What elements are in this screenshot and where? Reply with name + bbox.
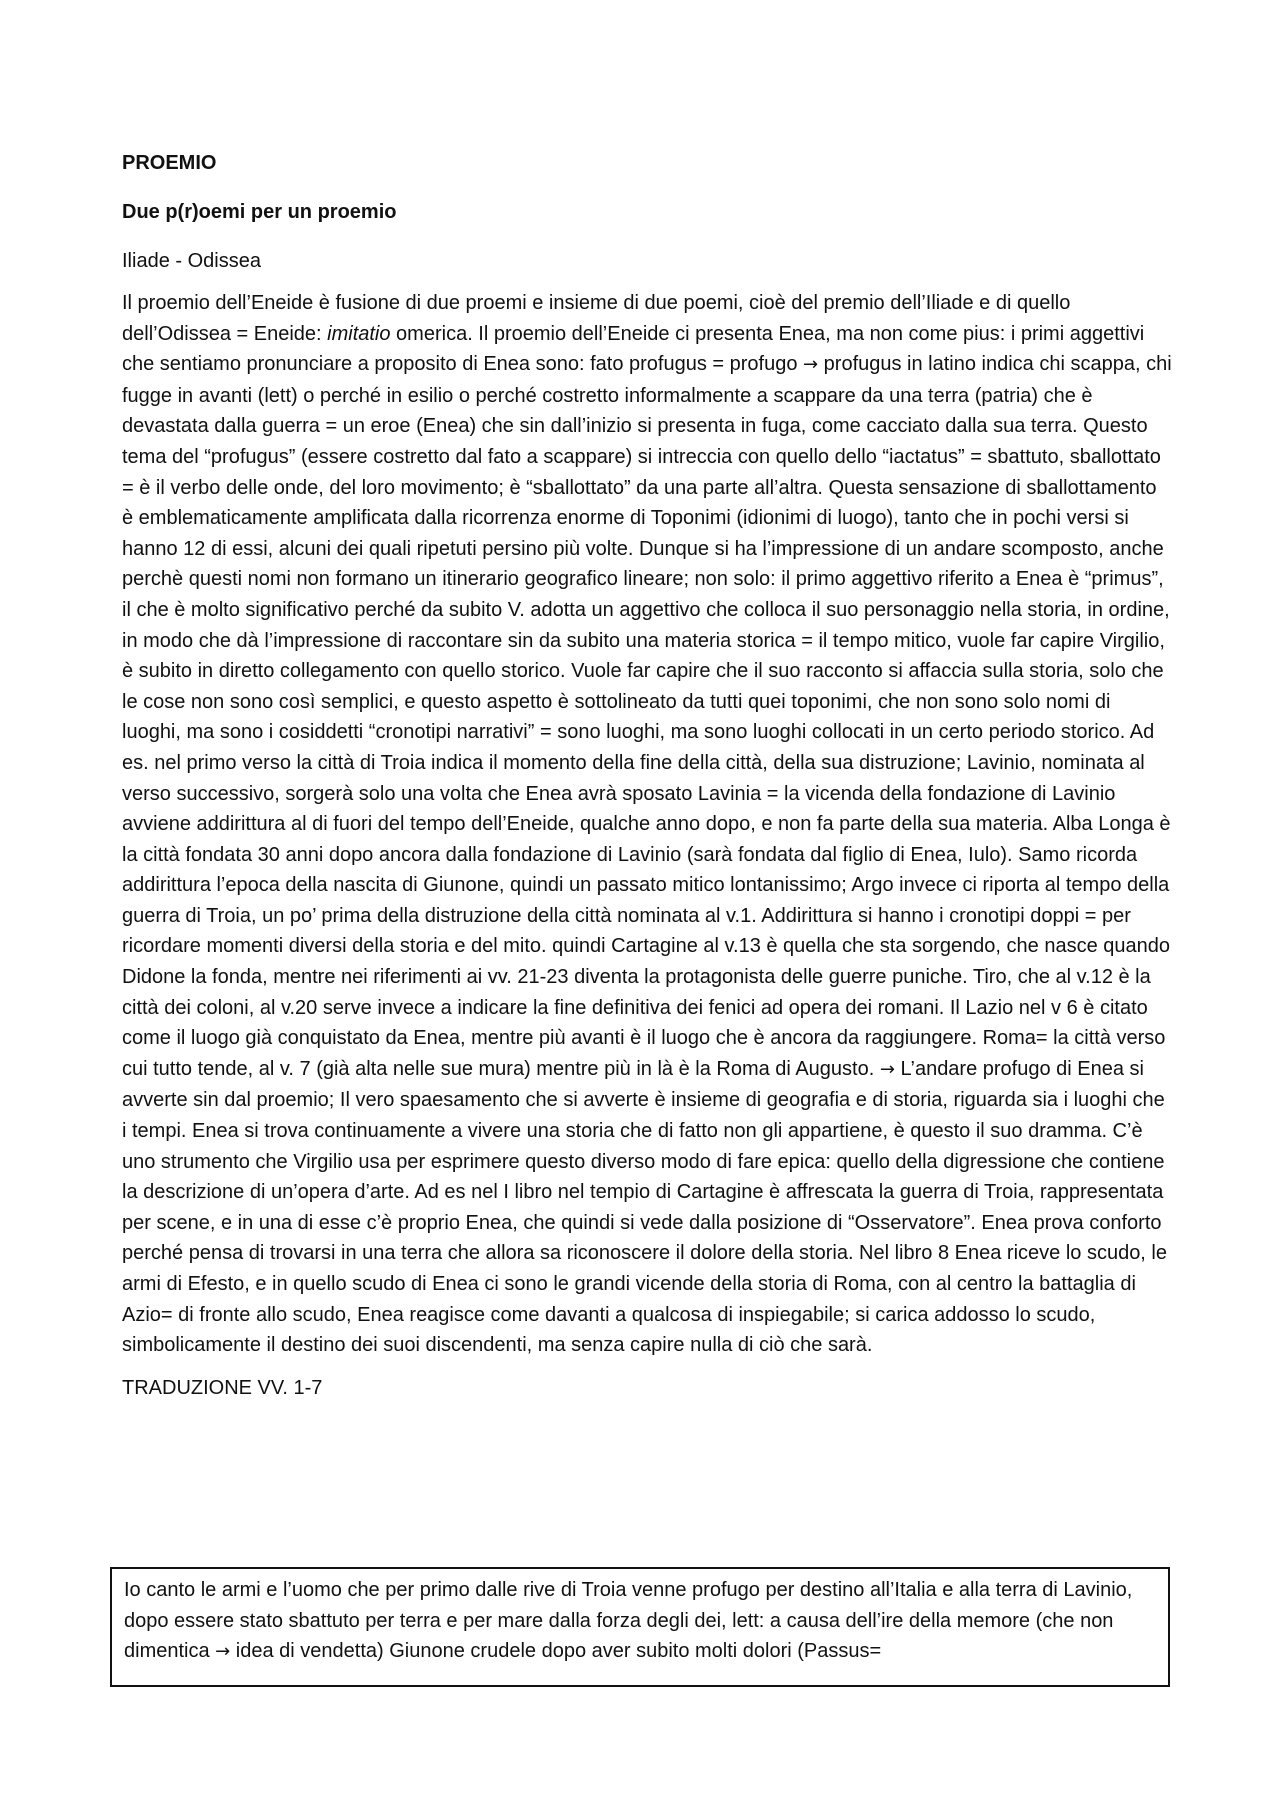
translation-text	[124, 1575, 1158, 1668]
paragraph-text-3: profugus in latino indica chi scappa, chi fugge in avanti (lett) o perché in esilio o perché costretto informalmente a scappare da una terra (patria) che è devastata dalla guerra = un eroe (Enea) che sin dall’inizio si presenta in fuga, come cacciato dalla sua terra. Questo tema del “profugus” (essere costretto dal fato a scappare) si intreccia con quello dello “iactatus” = sbattuto, sballottato = è il verbo delle onde, del loro movimento; è “sballottato” da una parte all’altra. Questa sensazione di sballottamento è emblematicamente amplificata dalla ricorrenza enorme di Toponimi (idionimi di luogo), tanto che in pochi versi si hanno 12 di essi, alcuni dei quali ripetuti persino più volte. Dunque si ha l’impressione di un andare scomposto, anche perchè questi nomi non formano un itinerario geografico lineare; non solo: il primo aggettivo riferito a Enea è “primus”, il che è molto significativo perché da subito V. adotta un aggettivo che colloca il suo personaggio nella storia, in ordine, in modo che dà l’impressione di raccontare sin da subito una materia storica = il tempo mitico, vuole far capire Virgilio, è subito in diretto collegamento con quello storico. Vuole far capire che il suo racconto si affaccia sulla storia, solo che le cose non sono così semplici, e questo aspetto è sottolineato da tutti quei toponimi, che non sono solo nomi di luoghi, ma sono i cosiddetti “cronotipi narrativi” = sono luoghi, ma sono luoghi collocati in un certo periodo storico. Ad es. nel primo verso la città di Troia indica il momento della fine della città, della sua distruzione; Lavinio, nominata al verso successivo, sorgerà solo una volta che Enea avrà sposato Lavinia = la vicenda della fondazione di Lavinio avviene addirittura al di fuori del tempo dell’Eneide, qualche anno dopo, e non fa parte della sua materia. Alba Longa è la città fondata 30 anni dopo ancora dalla fondazione di Lavinio (sarà fondata dal figlio di Enea, Iulo). Samo ricorda addirittura l’epoca della nascita di Giunone, quindi un passato mitico lontanissimo; Argo invece ci riporta al tempo della guerra di Troia, un po’ prima della distruzione della città nominata al v.1. Addirittura si hanno i cronotipi doppi = per ricordare momenti diversi della storia e del mito. quindi Cartagine al v.13 è quella che sta sorgendo, che nasce quando Didone la fonda, mentre nei riferimenti ai vv. 21-23 diventa la protagonista delle guerre puniche. Tiro, che al v.12 è la città dei coloni, al v.20 serve invece a indicare la fine definitiva dei fenici ad opera dei romani. Il Lazio nel v 6 è citato come il luogo già conquistato da Enea, mentre più avanti è il luogo che è ancora da raggiungere. Roma= la città verso cui tutto tende, al v. 7 (già alta nelle sue mura) mentre più in là è la Roma di Augusto.	[122, 353, 1172, 1080]
translation-box	[110, 1567, 1170, 1687]
paragraph-text-1: Il proemio dell’Eneide è fusione di due proemi e insieme di due poemi, cioè del premio dell’Iliade e di quello dell’Odissea = Eneide:	[122, 292, 1071, 345]
document-page	[122, 150, 1172, 1415]
translation-text-1: Io canto le armi e l’uomo che per primo dalle rive di Troia venne profugo per destino all’Italia e alla terra di Lavinio, dopo essere stato sbattuto per terra e per mare dalla forza degli dei, lett: a causa dell’ire della memore (che non dimentica	[124, 1579, 1133, 1663]
main-paragraph	[122, 288, 1172, 1361]
section-subtitle: Due p(r)oemi per un proemio	[122, 201, 397, 223]
arrow-right-icon: →	[215, 1641, 231, 1663]
page-title: PROEMIO	[122, 152, 217, 174]
arrow-right-icon: →	[803, 354, 819, 376]
arrow-right-icon: →	[879, 1058, 895, 1080]
paragraph-text-4: L’andare profugo di Enea si avverte sin dal proemio; Il vero spaesamento che si avverte è insieme di geografia e di storia, riguarda sia i luoghi che i tempi. Enea si trova continuamente a vivere una storia che di fatto non gli appartiene, è questo il suo dramma. C’è uno strumento che Virgilio usa per esprimere questo diverso modo di fare epica: quello della digressione che contiene la descrizione di un’opera d’arte. Ad es nel I libro nel tempio di Cartagine è affrescata la guerra di Troia, rappresentata per scene, e in una di esse c’è proprio Enea, che quindi si vede dalla posizione di “Osservatore”. Enea prova conforto perché pensa di trovarsi in una terra che allora sa riconoscere il dolore della storia. Nel libro 8 Enea riceve lo scudo, le armi di Efesto, e in quello scudo di Enea ci sono le grandi vicende della storia di Roma, con al centro la battaglia di Azio= di fronte allo scudo, Enea reagisce come davanti a qualcosa di inspiegabile; si carica addosso lo scudo, simbolicamente il destino dei suoi discendenti, ma senza capire nulla di ciò che sarà.	[122, 1057, 1167, 1357]
translation-text-2: idea di vendetta) Giunone crudele dopo aver subito molti dolori (Passus=	[230, 1640, 882, 1663]
sources-line: Iliade - Odissea	[122, 250, 261, 272]
paragraph-text-2: omerica. Il proemio dell’Eneide ci presenta Enea, ma non come pius: i primi aggettivi che sentiamo pronunciare a proposito di Enea sono: fato profugus = profugo	[122, 322, 1145, 376]
translation-heading: TRADUZIONE VV. 1-7	[122, 1376, 323, 1399]
paragraph-italic-term: imitatio	[327, 322, 391, 345]
